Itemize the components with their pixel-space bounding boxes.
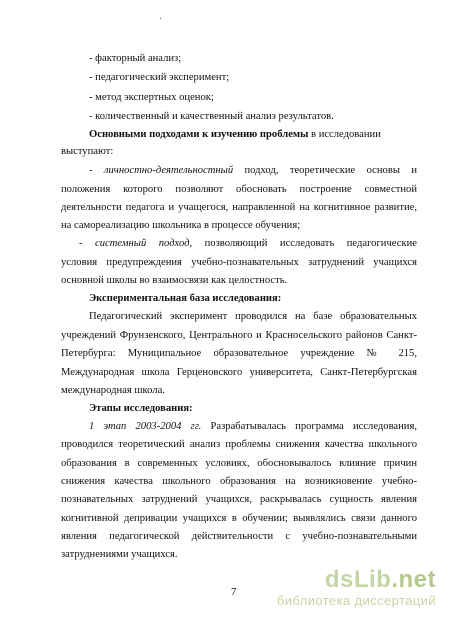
method-item-quant-qual-analysis: - количественный и качественный анализ результатов.	[89, 111, 334, 122]
page-number: 7	[231, 587, 237, 598]
base-line1: Педагогический эксперимент проводился на базе образовательных	[89, 311, 417, 322]
approach-2-line2: условия предупреждения учебно-познавательных затруднений учащихся	[61, 257, 417, 268]
approach-1-line1	[89, 164, 417, 177]
stage-1-rest: Разрабатывалась программа исследования,	[201, 421, 417, 432]
approaches-heading-line2: выступают:	[61, 146, 114, 157]
approach-2-line1	[79, 237, 417, 250]
approach-1-term: личностно-деятельностный	[103, 165, 234, 176]
approaches-heading-bold: Основными подходами к изучению проблемы	[89, 129, 309, 140]
stages-heading: Этапы исследования:	[89, 403, 193, 414]
dslib-watermark	[277, 568, 436, 607]
stage-1-line5: познавательных затруднений учащихся, раскрывалась сущность явления	[61, 494, 417, 505]
approach-2-term: системный подход	[95, 238, 190, 249]
approach-2-rest: , позволяющий исследовать педагогические	[189, 238, 417, 249]
base-line3: Петербурга: Муниципальное образовательное учреждение № 215,	[61, 348, 417, 359]
stage-1-line7: явления педагогической действительности с учебно-познавательными	[61, 531, 417, 542]
approach-1-line2: положения которого позволяют обосновать построение совместной	[61, 184, 417, 195]
approach-1-line4: на самореализацию школьника в процессе обучения;	[61, 220, 301, 231]
method-item-expert-evaluation: - метод экспертных оценок;	[89, 92, 214, 103]
approach-2-dash: -	[79, 238, 95, 249]
scan-speck	[160, 18, 161, 19]
method-item-pedagogical-experiment: - педагогический эксперимент;	[89, 72, 230, 83]
approach-2-line3: основной школы во взаимосвязи как целостность.	[61, 275, 288, 286]
stage-1-line1	[89, 420, 417, 433]
base-line5: международная школа.	[61, 385, 165, 396]
stage-1-label: 1 этап 2003-2004 гг.	[89, 421, 202, 432]
approaches-heading	[89, 128, 417, 141]
method-item-factor-analysis: - факторный анализ;	[89, 53, 182, 64]
approach-1-rest: подход, теоретические основы и	[233, 165, 417, 176]
base-line2: учреждений Фрунзенского, Центрального и Красносельского районов Санкт-	[61, 330, 417, 341]
base-heading: Экспериментальная база исследования:	[89, 293, 282, 304]
base-line4: Международная школа Герценовского университета, Санкт-Петербургская	[61, 367, 417, 378]
watermark-logo-main: dsLib	[324, 566, 392, 593]
watermark-logo	[277, 568, 436, 592]
watermark-logo-tld: .net	[391, 566, 436, 593]
stage-1-line8: затруднениями учащихся.	[61, 549, 178, 560]
stage-1-line3: образования в современных условиях, обосновывалось влияние причин	[61, 458, 417, 469]
stage-1-line6: когнитивной депривации учащихся в обучении; выявлялись связи данного	[61, 513, 417, 524]
approaches-heading-tail: в исследовании	[308, 129, 381, 140]
stage-1-line2: проводился теоретический анализ проблемы снижения качества школьного	[61, 439, 417, 450]
watermark-subtitle: библиотека диссертаций	[276, 593, 436, 608]
stage-1-line4: снижения качества школьного образования на возникновение учебно-	[61, 476, 417, 487]
approach-1-dash: -	[89, 165, 104, 176]
approach-1-line3: деятельности педагога и учащегося, направленной на когнитивное развитие,	[61, 202, 417, 213]
